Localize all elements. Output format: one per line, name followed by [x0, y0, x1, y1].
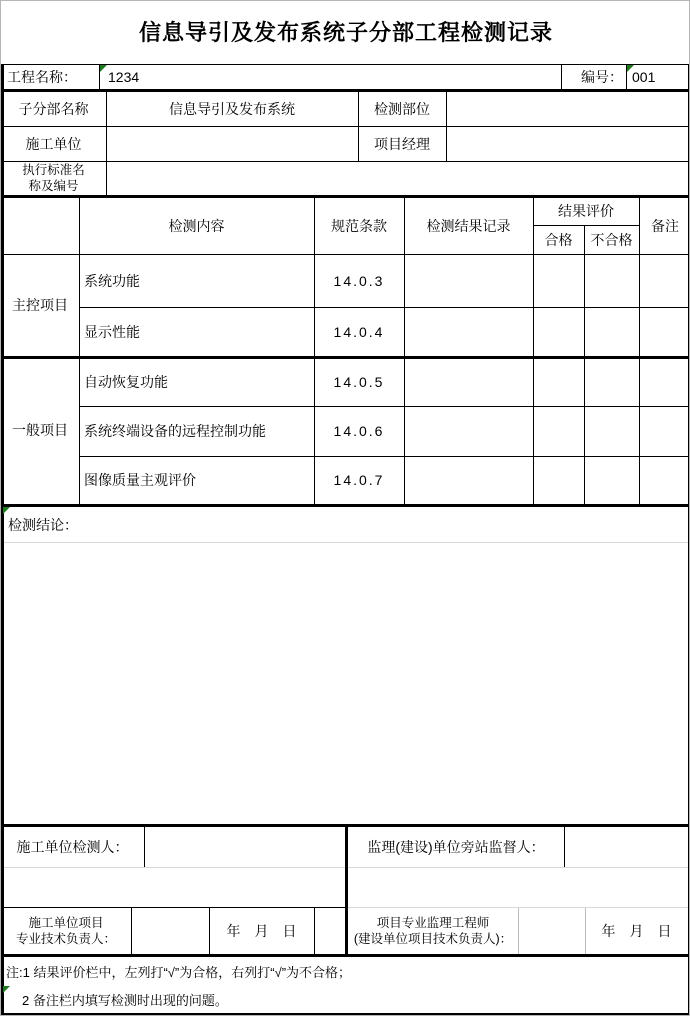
fail-cell[interactable]: [584, 254, 639, 307]
row-content: 系统终端设备的远程控制功能: [84, 423, 266, 439]
remark-cell[interactable]: [639, 456, 690, 504]
section-label-general: 一般项目: [12, 422, 68, 438]
note-line-2: 2 备注栏内填写检测时出现的问题。: [22, 992, 228, 1008]
test-location-value[interactable]: [446, 92, 688, 126]
fail-cell[interactable]: [584, 307, 639, 356]
standard-name-label-line2: 称及编号: [28, 179, 79, 193]
header-fail: 不合格: [590, 231, 633, 248]
engineer-label-line2: (建设单位项目技术负责人)：: [353, 932, 513, 946]
date-left: 年 月 日: [226, 923, 297, 939]
divider: [1, 1013, 690, 1016]
tech-lead-label: [1, 908, 131, 954]
inspector-label: 施工单位检测人：: [16, 839, 129, 855]
row-content: 系统功能: [84, 272, 140, 289]
form-number-label: 编号：: [581, 68, 623, 85]
header-clause: 规范条款: [331, 217, 387, 234]
note-line-1: 注:1 结果评价栏中，左列打“√”为合格，右列打“√”为不合格；: [6, 964, 352, 980]
row-content: 图像质量主观评价: [84, 472, 196, 488]
pass-cell[interactable]: [533, 456, 584, 504]
row-clause: 14.0.5: [333, 374, 385, 390]
pass-cell[interactable]: [533, 254, 584, 307]
construction-unit-label: 施工单位: [25, 135, 82, 152]
row-clause: 14.0.3: [333, 272, 385, 289]
remark-cell[interactable]: [639, 406, 690, 456]
engineer-label: [348, 908, 518, 954]
header-evaluation: 结果评价: [558, 203, 614, 219]
construction-unit-value[interactable]: [106, 126, 358, 161]
standard-name-label: [1, 161, 106, 195]
right-signature-space[interactable]: [348, 868, 688, 907]
tech-lead-label-line2: 专业技术负责人：: [15, 932, 116, 946]
date-right: 年 月 日: [601, 923, 672, 939]
fail-cell[interactable]: [584, 456, 639, 504]
standard-name-label-line1: 执行标准名: [22, 162, 85, 177]
conclusion-label: 检测结论：: [8, 516, 78, 533]
row-clause: 14.0.7: [333, 472, 385, 488]
result-record-cell[interactable]: [404, 406, 533, 456]
project-name-label: 工程名称：: [7, 68, 77, 85]
empty-cell[interactable]: [315, 908, 345, 954]
remark-cell[interactable]: [639, 254, 690, 307]
left-signature-space[interactable]: [3, 868, 345, 907]
section-label-main-control: 主控项目: [12, 297, 68, 313]
engineer-signature-cell[interactable]: [519, 908, 585, 954]
tech-lead-label-line1: 施工单位项目: [28, 915, 104, 930]
row-clause: 14.0.6: [333, 423, 385, 439]
supervisor-signature-cell[interactable]: [565, 827, 688, 867]
row-content: 自动恢复功能: [84, 374, 168, 390]
pass-cell[interactable]: [533, 307, 584, 356]
result-record-cell[interactable]: [404, 307, 533, 356]
fail-cell[interactable]: [584, 358, 639, 406]
result-record-cell[interactable]: [404, 358, 533, 406]
tech-lead-signature-cell[interactable]: [132, 908, 209, 954]
project-name-value[interactable]: 1234: [108, 68, 140, 85]
standard-name-value[interactable]: [106, 161, 688, 195]
project-manager-label: 项目经理: [374, 135, 430, 152]
row-clause: 14.0.4: [333, 323, 385, 340]
result-record-cell[interactable]: [404, 254, 533, 307]
supervisor-label: 监理(建设)单位旁站监督人：: [367, 839, 545, 855]
remark-cell[interactable]: [639, 307, 690, 356]
sub-division-name-value[interactable]: 信息导引及发布系统: [169, 101, 295, 117]
pass-cell[interactable]: [533, 406, 584, 456]
remark-cell[interactable]: [639, 358, 690, 406]
sub-division-name-label: 子分部名称: [18, 101, 89, 117]
header-content: 检测内容: [168, 217, 225, 234]
form-number-value[interactable]: 001: [632, 68, 656, 85]
header-result-record: 检测结果记录: [426, 217, 511, 234]
cell-flag-icon: [3, 986, 10, 993]
test-location-label: 检测部位: [374, 101, 430, 117]
result-record-cell[interactable]: [404, 456, 533, 504]
header-pass: 合格: [544, 231, 573, 248]
row-content: 显示性能: [84, 323, 140, 340]
conclusion-area[interactable]: [3, 543, 688, 823]
project-manager-value[interactable]: [446, 126, 688, 161]
pass-cell[interactable]: [533, 358, 584, 406]
engineer-label-line1: 项目专业监理工程师: [376, 915, 490, 930]
fail-cell[interactable]: [584, 406, 639, 456]
page-title: 信息导引及发布系统子分部工程检测记录: [138, 19, 553, 45]
header-remark: 备注: [651, 217, 679, 234]
inspector-signature-cell[interactable]: [145, 827, 345, 867]
